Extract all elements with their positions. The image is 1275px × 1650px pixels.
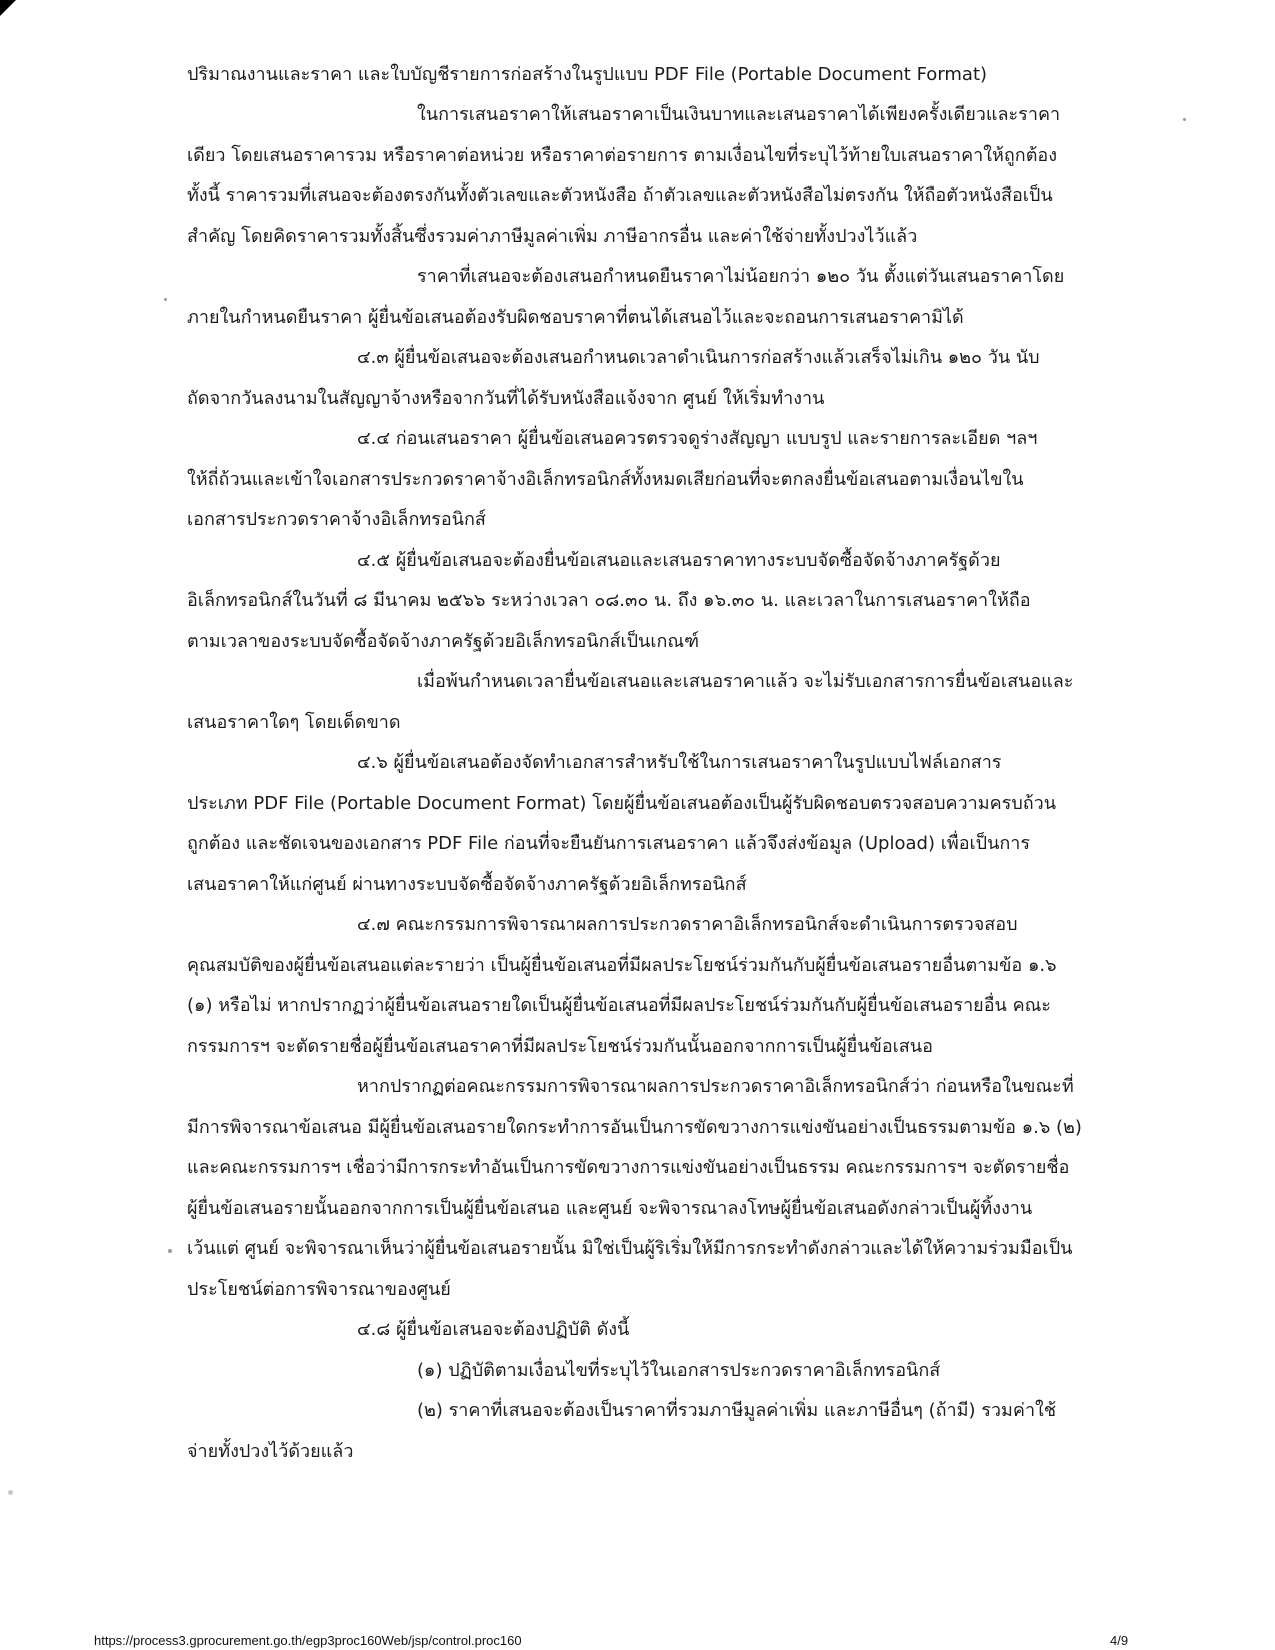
body-line: คุณสมบัติของผู้ยื่นข้อเสนอแต่ละรายว่า เป็นผู้ยื่นข้อเสนอที่มีผลประโยชน์ร่วมกันกับผู้ยื่นข้อเสนอรายอื่นตามข้อ ๑.๖ [187, 955, 1057, 976]
body-line: ประเภท PDF File (Portable Document Format) โดยผู้ยื่นข้อเสนอต้องเป็นผู้รับผิดชอบตรวจสอบความครบถ้วน [187, 793, 1057, 814]
body-line: ถูกต้อง และชัดเจนของเอกสาร PDF File ก่อนที่จะยืนยันการเสนอราคา แล้วจึงส่งข้อมูล (Upload) เพื่อเป็นการ [187, 833, 1031, 854]
body-line: กรรมการฯ จะตัดรายชื่อผู้ยื่นข้อเสนอราคาที่มีผลประโยชน์ร่วมกันนั้นออกจากการเป็นผู้ยื่นข้อเสนอ [187, 1036, 933, 1057]
body-line: เว้นแต่ ศูนย์ จะพิจารณาเห็นว่าผู้ยื่นข้อเสนอรายนั้น มิใช่เป็นผู้ริเริ่มให้มีการกระทำดังกล่าวและได้ให้ความร่วมมือเป็น [187, 1238, 1073, 1259]
sub-item-1: (๑) ปฏิบัติตามเงื่อนไขที่ระบุไว้ในเอกสารประกวดราคาอิเล็กทรอนิกส์ [417, 1360, 941, 1381]
body-line: ทั้งนี้ ราคารวมที่เสนอจะต้องตรงกันทั้งตัวเลขและตัวหนังสือ ถ้าตัวเลขและตัวหนังสือไม่ตรงกัน ให้ถือตัวหนังสือเป็น [187, 185, 1053, 206]
scan-speck [164, 298, 167, 301]
footer-url: https://process3.gprocurement.go.th/egp3proc160Web/jsp/control.proc160 [94, 1633, 522, 1648]
body-line: เอกสารประกวดราคาจ้างอิเล็กทรอนิกส์ [187, 509, 486, 530]
clause-4-7: ๔.๗ คณะกรรมการพิจารณาผลการประกวดราคาอิเล็กทรอนิกส์จะดำเนินการตรวจสอบ [357, 914, 1018, 935]
body-line: ปริมาณงานและราคา และใบบัญชีรายการก่อสร้างในรูปแบบ PDF File (Portable Document Format) [187, 64, 988, 85]
clause-4-6: ๔.๖ ผู้ยื่นข้อเสนอต้องจัดทำเอกสารสำหรับใช้ในการเสนอราคาในรูปแบบไฟล์เอกสาร [357, 752, 1002, 773]
body-line: อิเล็กทรอนิกส์ในวันที่ ๘ มีนาคม ๒๕๖๖ ระหว่างเวลา ๐๘.๓๐ น. ถึง ๑๖.๓๐ น. และเวลาในการเสนอราคาให้ถือ [187, 590, 1031, 611]
body-line: ในการเสนอราคาให้เสนอราคาเป็นเงินบาทและเสนอราคาได้เพียงครั้งเดียวและราคา [417, 104, 1061, 125]
body-line: ผู้ยื่นข้อเสนอรายนั้นออกจากการเป็นผู้ยื่นข้อเสนอ และศูนย์ จะพิจารณาลงโทษผู้ยื่นข้อเสนอดังกล่าวเป็นผู้ทิ้งงาน [187, 1198, 1033, 1219]
scan-speck [168, 1249, 172, 1253]
body-line: ให้ถี่ถ้วนและเข้าใจเอกสารประกวดราคาจ้างอิเล็กทรอนิกส์ทั้งหมดเสียก่อนที่จะตกลงยื่นข้อเสนอตามเงื่อนไขใน [187, 469, 1024, 490]
clause-4-3: ๔.๓ ผู้ยื่นข้อเสนอจะต้องเสนอกำหนดเวลาดำเนินการก่อสร้างแล้วเสร็จไม่เกิน ๑๒๐ วัน นับ [357, 347, 1040, 368]
body-line: เสนอราคาให้แก่ศูนย์ ผ่านทางระบบจัดซื้อจัดจ้างภาครัฐด้วยอิเล็กทรอนิกส์ [187, 874, 747, 895]
clause-4-4: ๔.๔ ก่อนเสนอราคา ผู้ยื่นข้อเสนอควรตรวจดูร่างสัญญา แบบรูป และรายการละเอียด ฯลฯ [357, 428, 1038, 449]
body-line: ราคาที่เสนอจะต้องเสนอกำหนดยืนราคาไม่น้อยกว่า ๑๒๐ วัน ตั้งแต่วันเสนอราคาโดย [417, 266, 1065, 287]
clause-4-8: ๔.๘ ผู้ยื่นข้อเสนอจะต้องปฏิบัติ ดังนี้ [357, 1319, 630, 1340]
body-line: เดียว โดยเสนอราคารวม หรือราคาต่อหน่วย หรือราคาต่อรายการ ตามเงื่อนไขที่ระบุไว้ท้ายใบเสนอราคาให้ถูกต้อง [187, 145, 1057, 166]
body-line: สำคัญ โดยคิดราคารวมทั้งสิ้นซึ่งรวมค่าภาษีมูลค่าเพิ่ม ภาษีอากรอื่น และค่าใช้จ่ายทั้งปวงไว้แล้ว [187, 226, 918, 247]
body-line: และคณะกรรมการฯ เชื่อว่ามีการกระทำอันเป็นการขัดขวางการแข่งขันอย่างเป็นธรรม คณะกรรมการฯ จะตัดรายชื่อ [187, 1157, 1070, 1178]
body-line: ภายในกำหนดยืนราคา ผู้ยื่นข้อเสนอต้องรับผิดชอบราคาที่ตนได้เสนอไว้และจะถอนการเสนอราคามิได้ [187, 307, 964, 328]
body-line: ตามเวลาของระบบจัดซื้อจัดจ้างภาครัฐด้วยอิเล็กทรอนิกส์เป็นเกณฑ์ [187, 631, 700, 652]
body-line: หากปรากฏต่อคณะกรรมการพิจารณาผลการประกวดราคาอิเล็กทรอนิกส์ว่า ก่อนหรือในขณะที่ [357, 1076, 1074, 1097]
scan-speck [1183, 118, 1186, 121]
scan-speck [8, 1490, 13, 1495]
body-line: ถัดจากวันลงนามในสัญญาจ้างหรือจากวันที่ได้รับหนังสือแจ้งจาก ศูนย์ ให้เริ่มทำงาน [187, 388, 825, 409]
footer-page-number: 4/9 [1110, 1633, 1129, 1648]
scan-corner-mark [0, 0, 16, 16]
body-line: เสนอราคาใดๆ โดยเด็ดขาด [187, 712, 401, 733]
clause-4-5: ๔.๕ ผู้ยื่นข้อเสนอจะต้องยื่นข้อเสนอและเสนอราคาทางระบบจัดซื้อจัดจ้างภาครัฐด้วย [357, 550, 1001, 571]
body-line: (๑) หรือไม่ หากปรากฏว่าผู้ยื่นข้อเสนอรายใดเป็นผู้ยื่นข้อเสนอที่มีผลประโยชน์ร่วมกันกับผู้ยื่นข้อเสนอรายอื่น คณะ [187, 995, 1051, 1016]
body-line: ประโยชน์ต่อการพิจารณาของศูนย์ [187, 1279, 451, 1300]
body-line: มีการพิจารณาข้อเสนอ มีผู้ยื่นข้อเสนอรายใดกระทำการอันเป็นการขัดขวางการแข่งขันอย่างเป็นธรรมตามข้อ ๑.๖ (๒) [187, 1117, 1082, 1138]
body-line: จ่ายทั้งปวงไว้ด้วยแล้ว [187, 1441, 354, 1462]
sub-item-2: (๒) ราคาที่เสนอจะต้องเป็นราคาที่รวมภาษีมูลค่าเพิ่ม และภาษีอื่นๆ (ถ้ามี) รวมค่าใช้ [417, 1400, 1057, 1421]
body-line: เมื่อพ้นกำหนดเวลายื่นข้อเสนอและเสนอราคาแล้ว จะไม่รับเอกสารการยื่นข้อเสนอและ [417, 671, 1074, 692]
